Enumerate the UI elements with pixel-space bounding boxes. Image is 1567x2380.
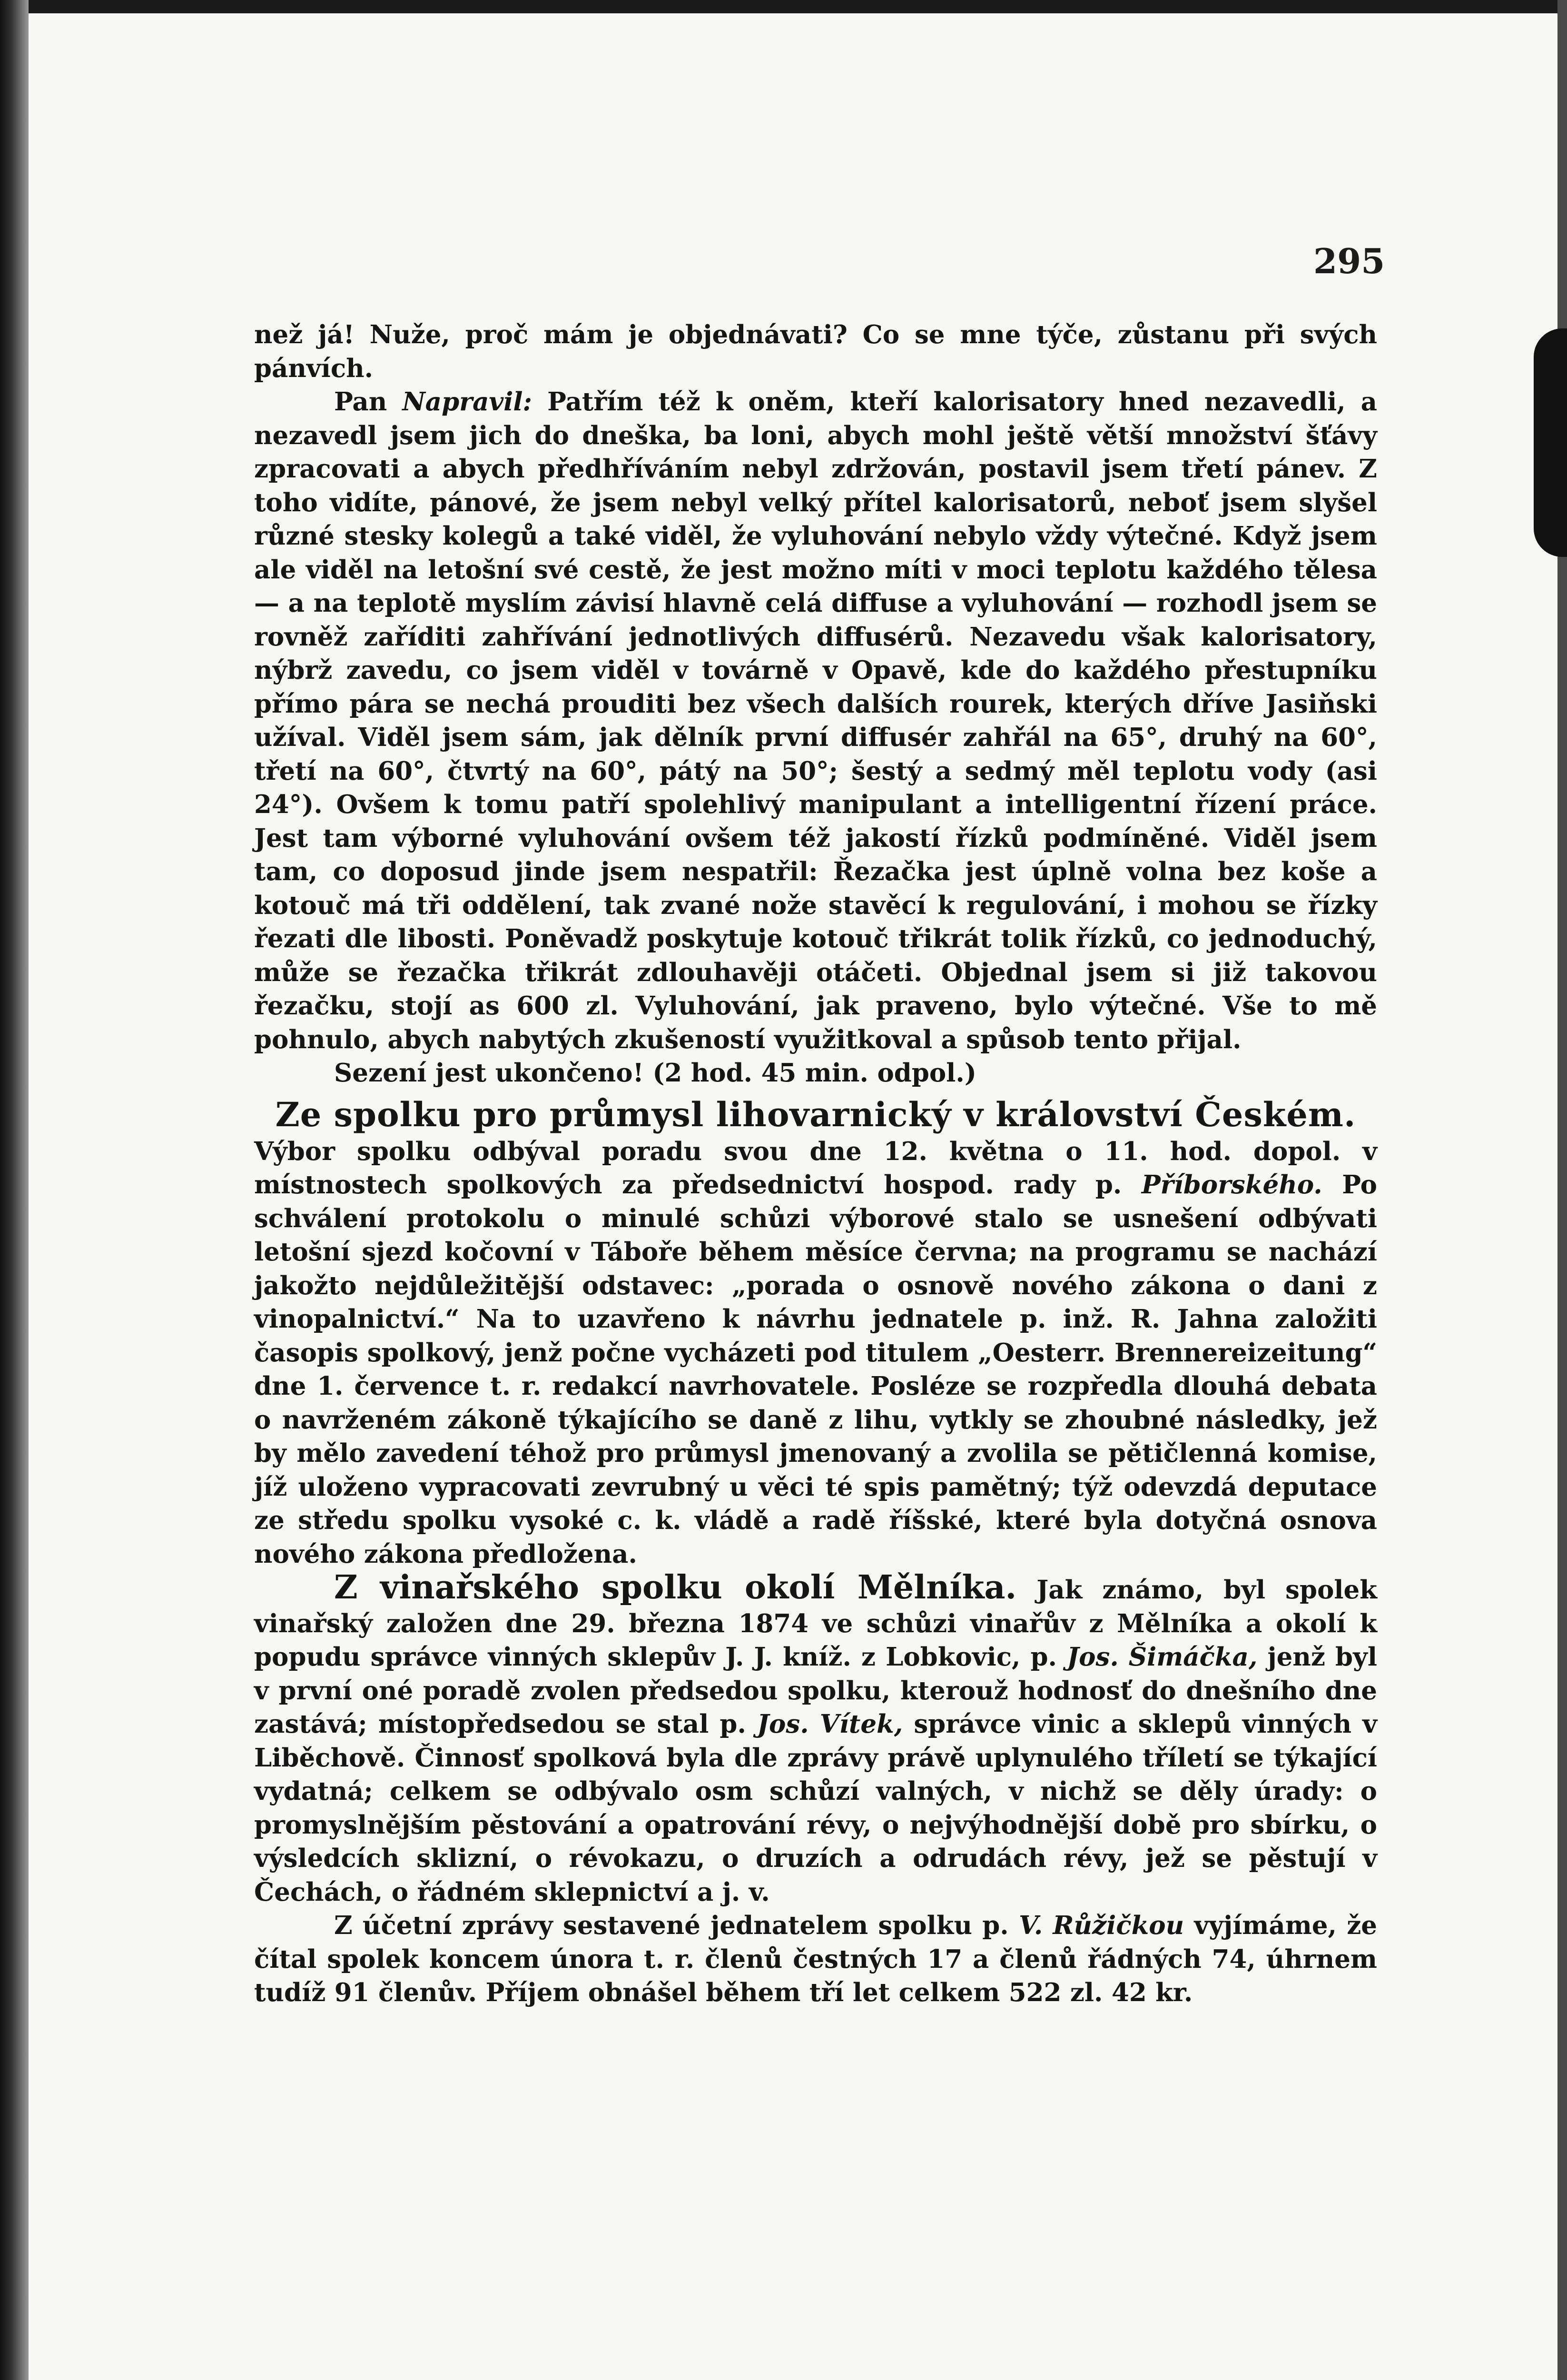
person-name-vitek: Jos. Vítek, [757,1709,903,1739]
text-column [254,318,1377,2010]
person-name-priborsky: Příborského. [1141,1170,1322,1200]
section1-text-a: Výbor spolku odbýval poradu svou dne 12. května o 11. hod. dopol. v místnostech spolkových za předsednictví hospod. rady p. [254,1136,1377,1200]
paragraph-spolek-lihovarnicky [254,1135,1377,1571]
section-heading-lihovarnicky: Ze spolku pro průmysl lihovarnický v království Českém. [275,1094,1356,1134]
speaker-text: Patřím též k oněm, kteří kalorisatory hned nezavedli, a nezavedl jsem jich do dneška, ba loni, abych mohl ještě větší množství šťávy zpracovati a abych předhříváním nebyl zdržován, postavil jsem třetí pánev. Z toho vidíte, pánové, že jsem nebyl velký přítel kalorisatorů, neboť jsem slyšel různé stesky kolegů a také viděl, že vyluhování nebylo vždy výtečné. Když jsem ale viděl na letošní své cestě, že jest možno míti v moci teplotu každého tělesa — a na teplotě myslím závisí hlavně celá diffuse a vyluhování — rozhodl jsem se rovněž zaříditi zahřívání jednotlivých diffusérů. Nezavedu však kalorisatory, nýbrž zavedu, co jsem viděl v továrně v Opavě, kde do každého přestupníku přímo pára se nechá prouditi bez všech dalších rourek, kterých dříve Jasiňski užíval. Viděl jsem sám, jak dělník první diffusér zahřál na 65°, druhý na 60°, třetí na 60°, čtvrtý na 60°, pátý na 50°; šestý a sedmý měl teplotu vody (asi 24°). Ovšem k tomu patří spolehlivý manipulant a intelligentní řízení práce. Jest tam výborné vyluhování ovšem též jakostí řízků podmíněné. Viděl jsem tam, co doposud jinde jsem nespatřil: Řezačka jest úplně volna bez koše a kotouč má tři oddělení, tak zvané nože stavěcí k regulování, i mohou se řízky řezati dle libosti. Poněvadž poskytuje kotouč třikrát tolik řízků, co jednoduchý, může se řezačka třikrát zdlouhavěji otáčeti. Objednal jsem si již takovou řezačku, stojí as 600 zl. Vyluhování, jak praveno, bylo výtečné. Vše to mě pohnulo, abych nabytých zkušeností využitkoval a spůsob tento přijal. [254,387,1378,1054]
section2-p2-text-b: vyjímáme, že čítal spolek koncem února t. r. členů čestných 17 a členů řádných 74, úhrnem tudíž 91 členův. Příjem obnášel během tří let celkem 522 zl. 42 kr. [254,1911,1378,2007]
person-name-ruzicka: V. Růžičkou [1018,1911,1184,1940]
section2-text-a: Jak známo, byl spolek vinařský založen dne 29. března 1874 ve schůzi vinařův z Mělníka a okolí k popudu správce vinných sklepův J. J. kníž. z Lobkovic, p. [254,1575,1377,1672]
paragraph-continuation: než já! Nuže, proč mám je objednávati? Co se mne týče, zůstanu při svých pánvích. [254,320,1377,383]
section1-text-b: Po schválení protokolu o minulé schůzi výborové stalo se usnešení odbývati letošní sjezd kočovní v Táboře během měsíce června; na programu se nachází jakožto nejdůležitější odstavec: „porada o osnově nového zákona o dani z vinopalnictví.“ Na to uzavřeno k návrhu jednatele p. inž. R. Jahna založiti časopis spolkový, jenž počne vycházeti pod titulem „Oesterr. Brennereizeitung“ dne 1. července t. r. redakcí navrhovatele. Posléze se rozpředla dlouhá debata o navrženém zákoně týkajícího se daně z lihu, vytkly se zhoubné následky, jež by mělo zavedení téhož pro průmysl jmenovaný a zvolila se pětičlenná komise, jíž uloženo vypracovati zevrubný u věci té spis pamětný; týž odevzdá deputace ze středu spolku vysoké c. k. vládě a radě říšské, které byla dotyčná osnova nového zákona předložena. [254,1170,1377,1569]
page [29,13,1557,2380]
speaker-prefix: Pan [334,387,387,416]
paragraph-ucetni-zprava [254,1909,1377,2010]
speaker-name: Napravil: [402,387,532,416]
session-closing: Sezení jest ukončeno! (2 hod. 45 min. odpol.) [334,1058,976,1088]
paragraph-napravil [254,385,1377,1056]
page-number: 295 [1313,241,1385,281]
section2-text-b: jenž byl v první oné poradě zvolen předsedou spolku, kterouž hodnosť do dnešního dne zastává; místopředsedou se stal p. [254,1642,1378,1739]
scan-thumb-shadow [1534,328,1567,557]
paragraph-vinarsky-spolek [254,1568,1378,1909]
scan-border-left [0,0,29,2380]
section2-text-c: správce vinic a sklepů vinných v Liběchově. Činnosť spolková byla dle zprávy právě uplynulého tříletí se týkající vydatná; celkem se odbývalo osm schůzí valných, v nichž se děly úrady: o promyslnějším pěstování a opatrování révy, o nejvýhodnější době pro sbírku, o výsledcích sklizní, o révokazu, o druzích a odrudách révy, jež se pěstují v Čechách, o řádném sklepnictví a j. v. [254,1709,1378,1907]
section-heading-vinarsky: Z vinařského spolku okolí Mělníka. [334,1568,1017,1606]
scan-border-top [0,0,1567,13]
section2-p2-text-a: Z účetní zprávy sestavené jednatelem spolku p. [334,1911,1009,1940]
person-name-simacek: Jos. Šimáčka, [1067,1642,1258,1672]
